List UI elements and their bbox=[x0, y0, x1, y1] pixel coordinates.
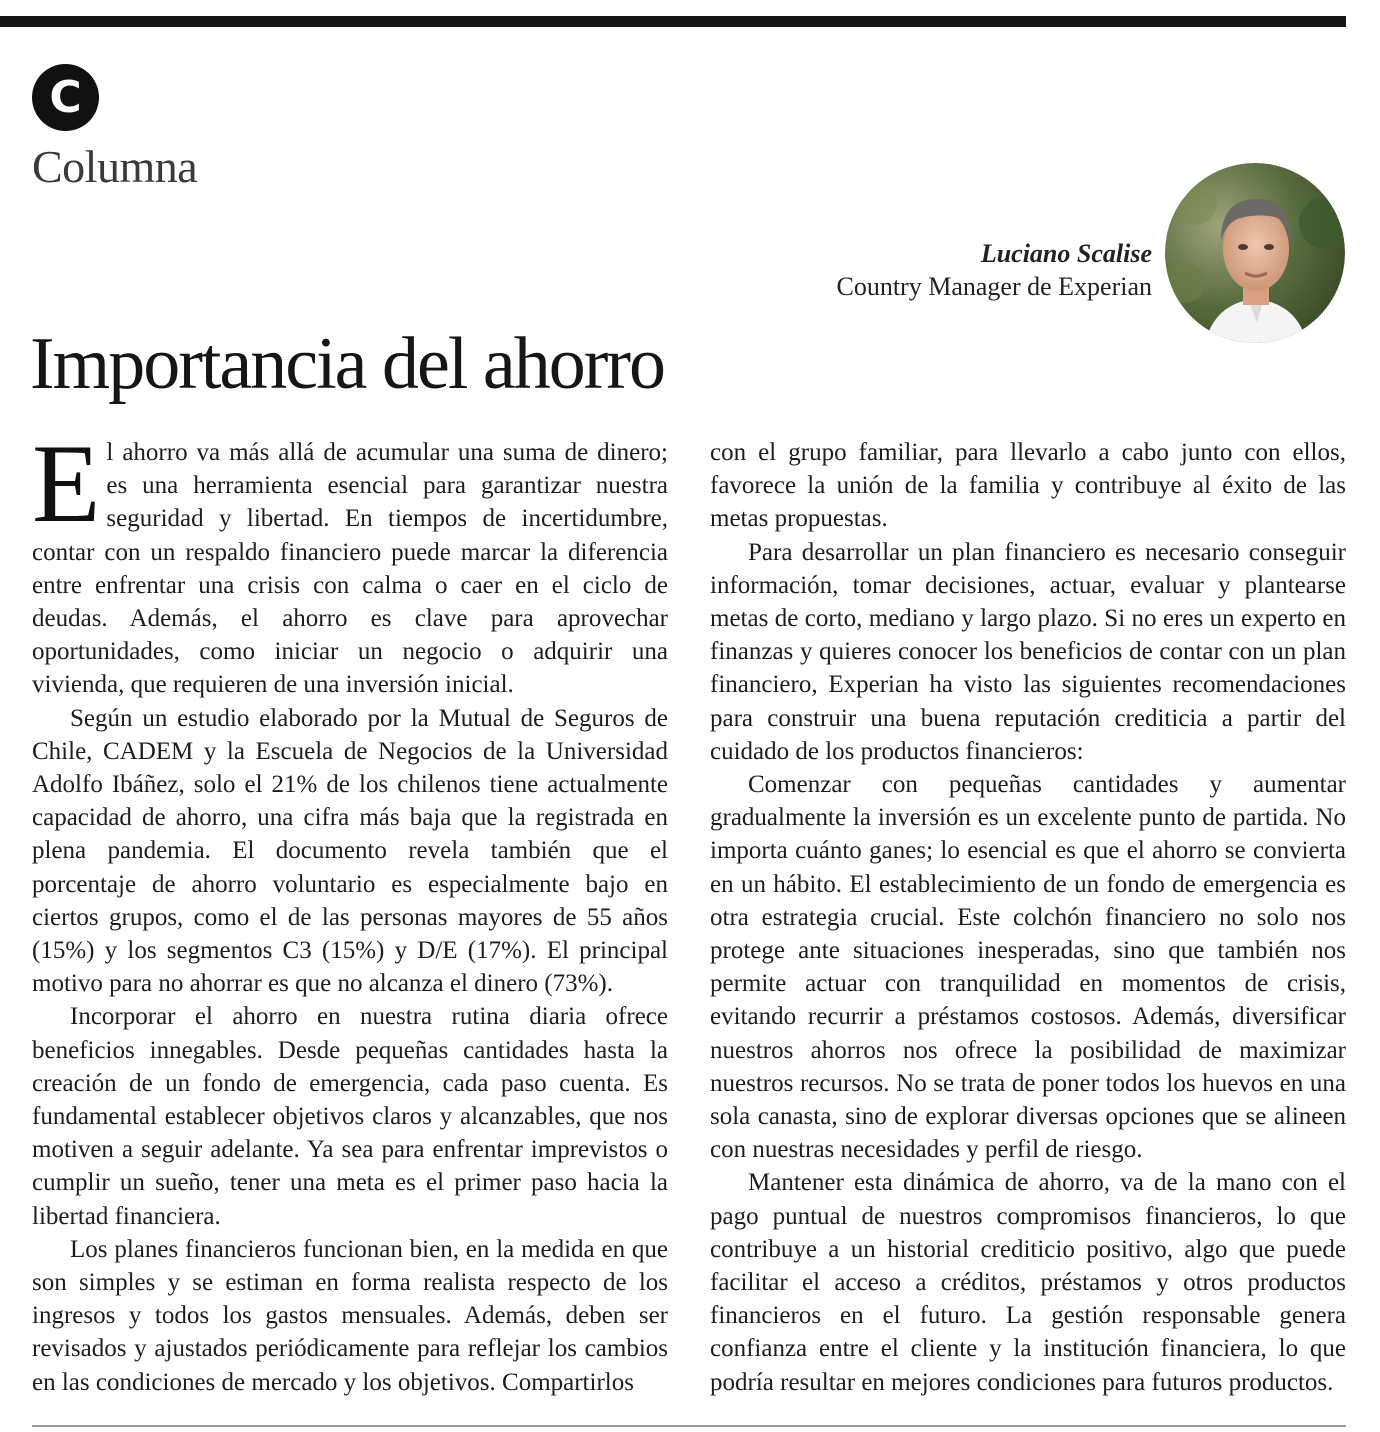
paragraph: Comenzar con pequeñas cantidades y aumentar gradualmente la inversión es un excelente punto de partida. No importa cuánto ganes; lo esencial es que el ahorro se convierta en un hábito. El establecimiento de un fondo de emergencia es otra estrategia crucial. Este colchón financiero no solo nos protege ante situaciones inesperadas, sino que también nos permite actuar con tranquilidad en momentos de crisis, evitando recurrir a préstamos costosos. Además, diversificar nuestros ahorros nos ofrece la posibilidad de maximizar nuestros recursos. No se trata de poner todos los huevos en una sola canasta, sino de explorar diversas opciones que se alineen con nuestras necesidades y perfil de riesgo. bbox=[710, 771, 1346, 1164]
paragraph: Mantener esta dinámica de ahorro, va de la mano con el pago puntual de nuestros compromisos financieros, lo que contribuye a un historial crediticio positivo, algo que puede facilitar el acceso a créditos, préstamos y otros productos financieros en el futuro. La gestión responsable genera confianza entre el cliente y la institución financiera, lo que podría resultar en mejores condiciones para futuros productos. bbox=[710, 1169, 1346, 1396]
portrait-image bbox=[1165, 163, 1345, 343]
author-role: Country Manager de Experian bbox=[836, 272, 1152, 301]
paragraph-text: l ahorro va más allá de acumular una suma de dinero; es una herramienta esencial para garantizar nuestra seguridad y libertad. En tiempos de incertidumbre, contar con un respaldo financiero puede marcar la diferencia entre enfrentar una crisis con calma o caer en el ciclo de deudas. Además, el ahorro es clave para aprovechar oportunidades, como iniciar un negocio o adquirir una vivienda, que requieren de una inversión inicial. bbox=[32, 439, 668, 699]
article-column-right bbox=[710, 436, 1346, 1399]
paragraph: Los planes financieros funcionan bien, en la medida en que son simples y se estiman en forma realista respecto de los ingresos y todos los gastos mensuales. Además, deben ser revisados y ajustados periódicamente para reflejar los cambios en las condiciones de mercado y los objetivos. Compartirlos bbox=[32, 1235, 668, 1396]
section-label: Columna bbox=[32, 141, 198, 192]
paragraph: Incorporar el ahorro en nuestra rutina diaria ofrece beneficios innegables. Desde pequeñas cantidades hasta la creación de un fondo de emergencia, cada paso cuenta. Es fundamental establecer objetivos claros y alcanzables, que nos motiven a seguir adelante. Ya sea para enfrentar imprevistos o cumplir un sueño, tener una meta es el primer paso hacia la libertad financiera. bbox=[32, 1003, 668, 1230]
top-rule bbox=[0, 16, 1346, 27]
drop-cap: E bbox=[32, 422, 101, 546]
section-badge: C bbox=[32, 64, 99, 131]
paragraph: Para desarrollar un plan financiero es necesario conseguir información, tomar decisiones, actuar, evaluar y plantearse metas de corto, mediano y largo plazo. Si no eres un experto en finanzas y quieres conocer los beneficios de contar con un plan financiero, Experian ha visto las siguientes recomendaciones para construir una buena reputación crediticia a partir del cuidado de los productos financieros: bbox=[710, 538, 1346, 765]
paragraph: Según un estudio elaborado por la Mutual de Seguros de Chile, CADEM y la Escuela de Negocios de la Universidad Adolfo Ibáñez, solo el 21% de los chilenos tiene actualmente capacidad de ahorro, una cifra más baja que la registrada en plena pandemia. El documento revela también que el porcentaje de ahorro voluntario es especialmente bajo en ciertos grupos, como el de las personas mayores de 55 años (15%) y los segmentos C3 (15%) y D/E (17%). El principal motivo para no ahorrar es que no alcanza el dinero (73%). bbox=[32, 704, 668, 998]
paragraph: con el grupo familiar, para llevarlo a cabo junto con ellos, favorece la unión de la familia y contribuye al éxito de las metas propuestas. bbox=[710, 439, 1346, 533]
paragraph bbox=[32, 422, 668, 702]
article-column-left bbox=[32, 422, 668, 1399]
byline bbox=[836, 238, 1152, 304]
bottom-rule bbox=[32, 1425, 1346, 1427]
author-name: Luciano Scalise bbox=[980, 239, 1152, 268]
headline: Importancia del ahorro bbox=[30, 323, 665, 405]
author-portrait bbox=[1165, 163, 1345, 343]
